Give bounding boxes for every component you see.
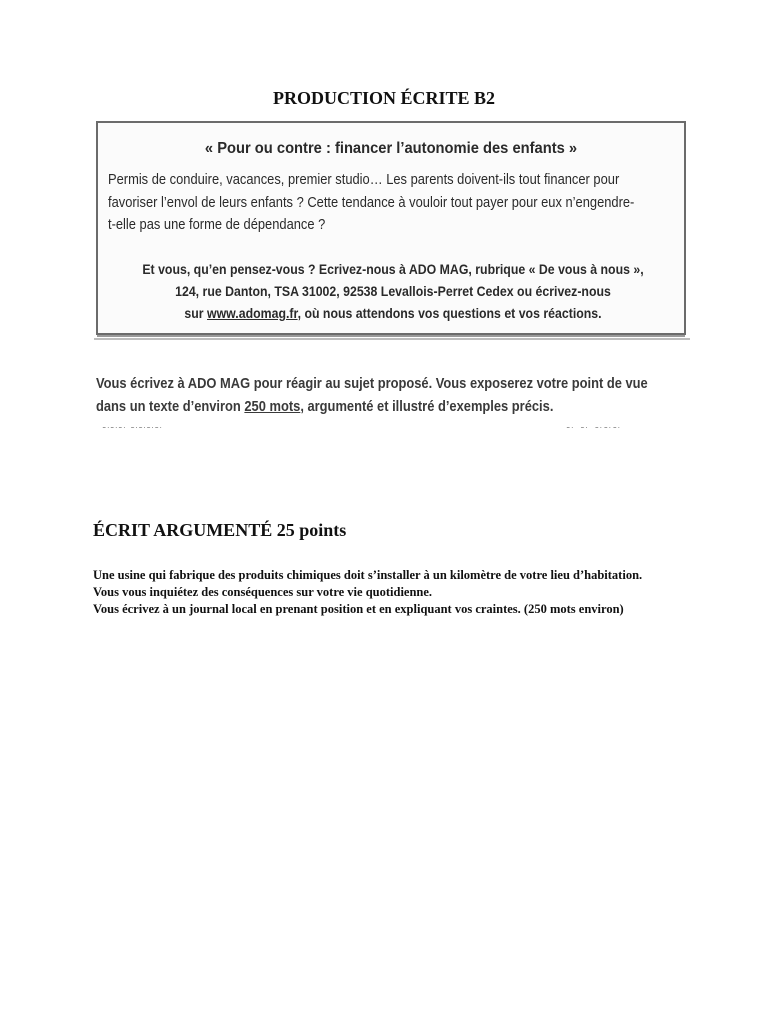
instruction xyxy=(96,372,648,418)
clipping-body-line: favoriser l’envol de leurs enfants ? Cette tendance à vouloir tout payer pour eux n’engendre- xyxy=(108,193,635,211)
contact-url: www.adomag.fr xyxy=(207,305,298,321)
clipping-body xyxy=(108,169,635,237)
clipping-body-line: t-elle pas une forme de dépendance ? xyxy=(108,216,326,233)
task-description xyxy=(93,567,693,619)
clipping-contact xyxy=(98,258,688,324)
cut-off-scan-fragment: ~~~ ~~~~ ~ ~ ~~~ xyxy=(102,420,622,428)
contact-line xyxy=(133,302,652,324)
instruction-prefix: dans un texte d’environ xyxy=(96,398,245,415)
contact-line: 124, rue Danton, TSA 31002, 92538 Levallois-Perret Cedex ou écrivez-nous xyxy=(175,283,611,299)
contact-suffix: , où nous attendons vos questions et vos réactions. xyxy=(297,305,602,321)
clipping-heading: « Pour ou contre : financer l’autonomie des enfants » xyxy=(204,140,578,157)
instruction-suffix: , argumenté et illustré d’exemples précis. xyxy=(300,398,554,415)
instruction-line: Vous écrivez à ADO MAG pour réagir au sujet proposé. Vous exposerez votre point de vue xyxy=(96,375,648,392)
scanned-clipping xyxy=(96,121,686,335)
task-paragraph: Une usine qui fabrique des produits chimiques doit s’installer à un kilomètre de votre lieu d’habitation. xyxy=(93,568,643,582)
instruction-line xyxy=(96,395,612,418)
page-title: PRODUCTION ÉCRITE B2 xyxy=(272,88,496,108)
contact-prefix: sur xyxy=(184,305,208,321)
word-count: 250 mots xyxy=(244,398,301,415)
clipping-body-line: Permis de conduire, vacances, premier studio… Les parents doivent-ils tout financer pour xyxy=(108,171,620,188)
task-paragraph: Vous écrivez à un journal local en prenant position et en expliquant vos craintes. (250 mots environ) xyxy=(93,602,624,617)
task-paragraph: Vous vous inquiétez des conséquences sur votre vie quotidienne. xyxy=(93,585,433,600)
section-title: ÉCRIT ARGUMENTÉ 25 points xyxy=(93,520,347,540)
contact-line: Et vous, qu’en pensez-vous ? Ecrivez-nous à ADO MAG, rubrique « De vous à nous », xyxy=(142,261,644,277)
